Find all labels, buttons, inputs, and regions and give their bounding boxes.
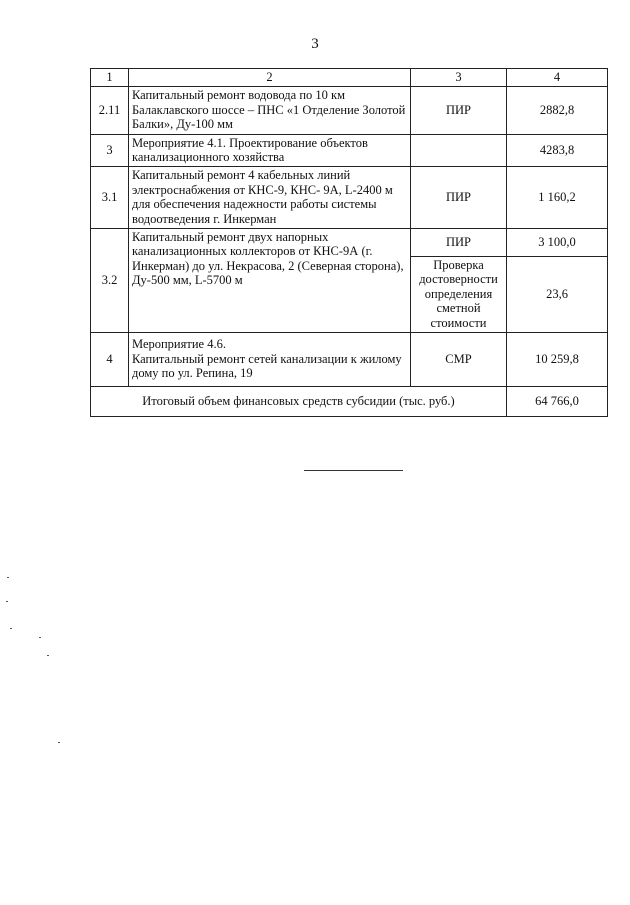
header-col-1: 1 bbox=[91, 69, 129, 87]
row-number: 3.1 bbox=[91, 166, 129, 228]
row-description: Капитальный ремонт 4 кабельных линий электроснабжения от КНС-9, КНС- 9А, L-2400 м для обеспечения надежности работы системы водоотведения г. Инкерман bbox=[129, 166, 411, 228]
scan-speck bbox=[6, 601, 8, 602]
row-amount: 4283,8 bbox=[507, 134, 608, 166]
scan-speck bbox=[7, 577, 9, 578]
row-work-type: ПИР bbox=[411, 166, 507, 228]
scan-speck bbox=[58, 742, 60, 743]
table-row bbox=[91, 166, 608, 228]
end-divider-line bbox=[304, 470, 403, 471]
row-amount: 23,6 bbox=[507, 256, 608, 332]
total-label: Итоговый объем финансовых средств субсидии (тыс. руб.) bbox=[91, 386, 507, 416]
subsidy-table bbox=[90, 68, 608, 417]
row-description: Капитальный ремонт двух напорных канализационных коллекторов от КНС-9А (г. Инкерман) до ул. Некрасова, 2 (Северная сторона), Ду-500 мм, L-5700 м bbox=[129, 228, 411, 332]
row-number: 3.2 bbox=[91, 228, 129, 332]
header-col-4: 4 bbox=[507, 69, 608, 87]
row-description: Мероприятие 4.1. Проектирование объектов канализационного хозяйства bbox=[129, 134, 411, 166]
row-work-type bbox=[411, 134, 507, 166]
table-row bbox=[91, 228, 608, 256]
row-number: 3 bbox=[91, 134, 129, 166]
scan-speck bbox=[47, 655, 49, 656]
page-number: 3 bbox=[311, 36, 319, 52]
total-row bbox=[91, 386, 608, 416]
row-amount: 2882,8 bbox=[507, 86, 608, 134]
row-number: 4 bbox=[91, 332, 129, 386]
row-number: 2.11 bbox=[91, 86, 129, 134]
row-amount: 10 259,8 bbox=[507, 332, 608, 386]
row-amount: 3 100,0 bbox=[507, 228, 608, 256]
row-work-type: ПИР bbox=[411, 228, 507, 256]
scan-speck bbox=[39, 637, 41, 638]
table-row bbox=[91, 332, 608, 386]
table-row bbox=[91, 86, 608, 134]
row-work-type: ПИР bbox=[411, 86, 507, 134]
total-value: 64 766,0 bbox=[507, 386, 608, 416]
table-header-row bbox=[91, 69, 608, 87]
row-work-type: Проверка достоверности определения сметной стоимости bbox=[411, 256, 507, 332]
table-row bbox=[91, 134, 608, 166]
header-col-3: 3 bbox=[411, 69, 507, 87]
row-description: Мероприятие 4.6. Капитальный ремонт сетей канализации к жилому дому по ул. Репина, 19 bbox=[129, 332, 411, 386]
row-amount: 1 160,2 bbox=[507, 166, 608, 228]
scan-speck bbox=[10, 628, 12, 629]
row-work-type: СМР bbox=[411, 332, 507, 386]
header-col-2: 2 bbox=[129, 69, 411, 87]
row-description: Капитальный ремонт водовода по 10 км Балаклавского шоссе – ПНС «1 Отделение Золотой Балки», Ду-100 мм bbox=[129, 86, 411, 134]
